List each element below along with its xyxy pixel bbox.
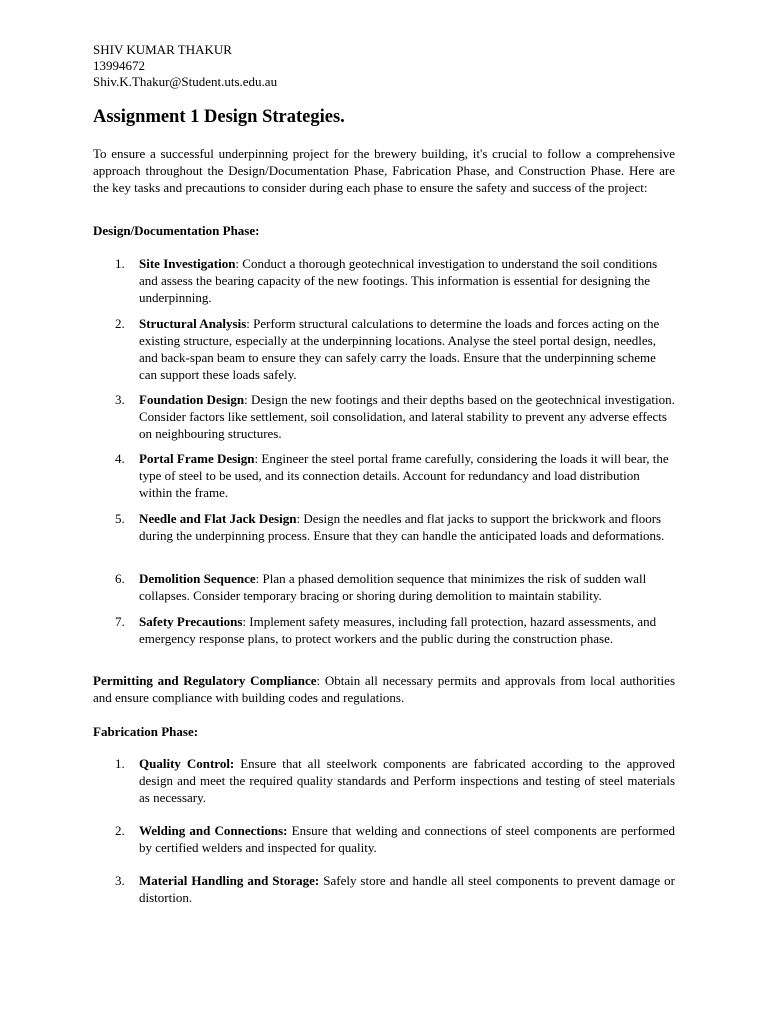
item-body: : Design the needles and flat jacks to support the brickwork and floors during the underpinning process. Ensure that they can handle the anticipated loads and deformations. bbox=[139, 511, 665, 543]
item-title: Safety Precautions bbox=[139, 614, 243, 629]
fabrication-phase-heading: Fabrication Phase: bbox=[93, 724, 199, 739]
item-title: Foundation Design bbox=[139, 392, 245, 407]
fabrication-item-1 bbox=[93, 755, 675, 806]
item-body: Safely store and handle all steel components to prevent damage or distortion. bbox=[139, 873, 676, 905]
design-item-5 bbox=[93, 510, 675, 544]
item-body: Ensure that all steelwork components are fabricated according to the approved design and meet the required quality standards and Perform inspections and testing of steel materials as necessary. bbox=[139, 756, 675, 805]
design-item-3 bbox=[93, 391, 675, 442]
item-body: : Engineer the steel portal frame carefully, considering the loads it will bear, the type of steel to be used, and its connection details. Account for redundancy and load distribution within the frame. bbox=[139, 451, 669, 500]
fabrication-item-3 bbox=[93, 872, 675, 906]
item-title: Welding and Connections: bbox=[139, 823, 288, 838]
design-item-7 bbox=[93, 613, 675, 647]
list-number: 3. bbox=[115, 392, 125, 407]
item-body: : Implement safety measures, including fall protection, hazard assessments, and emergency response plans, to protect workers and the public during the construction phase. bbox=[139, 614, 657, 646]
author-header bbox=[93, 42, 277, 90]
design-item-2 bbox=[93, 315, 675, 383]
list-number: 7. bbox=[115, 614, 125, 629]
item-title: Quality Control: bbox=[139, 756, 235, 771]
design-item-6 bbox=[93, 570, 675, 604]
item-title: Portal Frame Design bbox=[139, 451, 255, 466]
design-item-1 bbox=[93, 255, 675, 306]
permitting-paragraph bbox=[93, 672, 675, 706]
list-number: 3. bbox=[115, 873, 125, 888]
list-number: 1. bbox=[115, 756, 125, 771]
list-number: 2. bbox=[115, 823, 125, 838]
fabrication-item-2 bbox=[93, 822, 675, 856]
intro-paragraph: To ensure a successful underpinning project for the brewery building, it's crucial to follow a comprehensive approach throughout the Design/Documentation Phase, Fabrication Phase, and Construction Phase. Here are the key tasks and precautions to consider during each phase to ensure the safety and success of the project: bbox=[93, 146, 675, 195]
permitting-body: : Obtain all necessary permits and approvals from local authorities and ensure compliance with building codes and regulations. bbox=[93, 673, 676, 705]
item-body: : Plan a phased demolition sequence that minimizes the risk of sudden wall collapses. Consider temporary bracing or shoring during demolition to maintain stability. bbox=[139, 571, 647, 603]
item-body: : Perform structural calculations to determine the loads and forces acting on the existing structure, especially at the underpinning locations. Analyse the steel portal design, needles, and back-span beam to ensure they can safely carry the loads. Ensure that the underpinning scheme can support these loads safely. bbox=[139, 316, 660, 382]
list-number: 4. bbox=[115, 451, 125, 466]
list-number: 1. bbox=[115, 256, 125, 271]
student-id: 13994672 bbox=[93, 58, 145, 73]
design-item-4 bbox=[93, 450, 675, 501]
author-email: Shiv.K.Thakur@Student.uts.edu.au bbox=[93, 74, 278, 89]
item-title: Site Investigation bbox=[139, 256, 236, 271]
list-number: 2. bbox=[115, 316, 125, 331]
list-number: 6. bbox=[115, 571, 125, 586]
document-title: Assignment 1 Design Strategies. bbox=[93, 107, 345, 127]
item-body: : Conduct a thorough geotechnical investigation to understand the soil conditions and assess the bearing capacity of the new footings. This information is essential for designing the underpinning. bbox=[139, 256, 658, 305]
item-title: Structural Analysis bbox=[139, 316, 247, 331]
item-title: Material Handling and Storage: bbox=[139, 873, 320, 888]
item-title: Needle and Flat Jack Design bbox=[139, 511, 297, 526]
design-phase-heading: Design/Documentation Phase: bbox=[93, 223, 260, 238]
permitting-title: Permitting and Regulatory Compliance bbox=[93, 673, 317, 688]
item-body: Ensure that welding and connections of steel components are performed by certified welders and inspected for quality. bbox=[139, 823, 675, 855]
list-number: 5. bbox=[115, 511, 125, 526]
item-body: : Design the new footings and their depths based on the geotechnical investigation. Consider factors like settlement, soil consolidation, and lateral stability to prevent any adverse effects on neighbouring structures. bbox=[139, 392, 675, 441]
author-name: SHIV KUMAR THAKUR bbox=[93, 42, 232, 57]
item-title: Demolition Sequence bbox=[139, 571, 256, 586]
